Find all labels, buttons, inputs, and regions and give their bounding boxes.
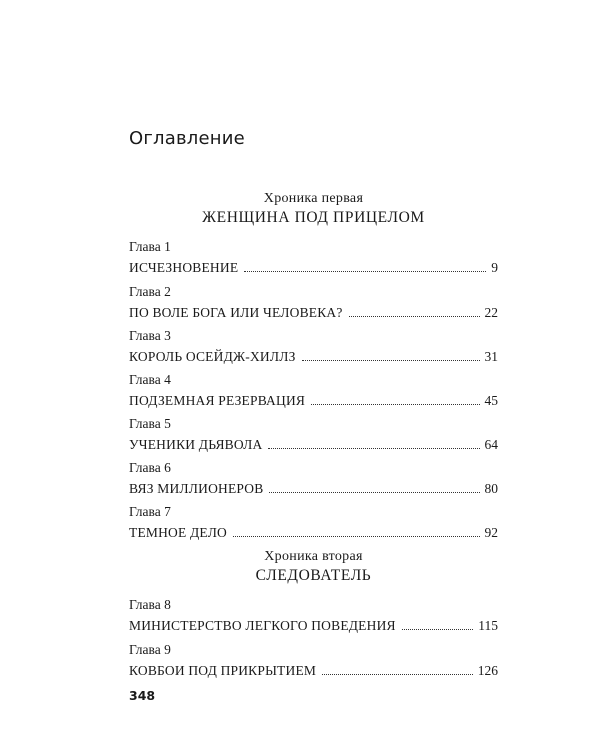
part-name: СЛЕДОВАТЕЛЬ: [255, 567, 372, 584]
chapter-page: 64: [484, 437, 498, 452]
part-label: Хроника вторая: [264, 549, 363, 564]
dot-leader: [311, 403, 479, 405]
toc-entry[interactable]: [129, 596, 498, 635]
dot-leader: [269, 491, 479, 493]
toc-entry[interactable]: [129, 283, 498, 322]
toc-entry[interactable]: [129, 503, 498, 542]
chapter-page: 92: [484, 525, 498, 540]
chapter-number: Глава 3: [129, 328, 171, 343]
part-label: Хроника первая: [263, 191, 364, 206]
dot-leader: [233, 535, 480, 537]
dot-leader: [349, 315, 480, 317]
chapter-number: Глава 1: [129, 239, 171, 254]
chapter-title: КОВБОИ ПОД ПРИКРЫТИЕМ: [129, 663, 317, 678]
toc-entry[interactable]: [129, 327, 498, 366]
chapter-number: Глава 7: [129, 504, 171, 519]
chapter-number: Глава 4: [129, 372, 171, 387]
dot-leader: [402, 628, 474, 630]
chapter-title: ИСЧЕЗНОВЕНИЕ: [129, 260, 239, 275]
chapter-page: 22: [484, 305, 498, 320]
chapter-line: [129, 348, 498, 366]
chapter-page: 115: [478, 618, 498, 633]
toc-entry[interactable]: [129, 238, 498, 277]
toc-entry[interactable]: [129, 459, 498, 498]
chapter-number: Глава 8: [129, 597, 171, 612]
chapter-line: [129, 304, 498, 322]
chapter-line: [129, 480, 498, 498]
dot-leader: [244, 270, 486, 272]
chapter-title: ВЯЗ МИЛЛИОНЕРОВ: [129, 481, 264, 496]
dot-leader: [302, 359, 480, 361]
dot-leader: [322, 673, 473, 675]
chapter-title: УЧЕНИКИ ДЬЯВОЛА: [129, 437, 263, 452]
chapter-number: Глава 2: [129, 284, 171, 299]
chapter-page: 9: [491, 260, 498, 275]
page-number: 348: [129, 688, 156, 703]
chapter-line: [129, 617, 498, 635]
chapter-line: [129, 259, 498, 277]
page-title: Оглавление: [129, 128, 245, 149]
chapter-line: [129, 524, 498, 542]
toc-entry[interactable]: [129, 415, 498, 454]
chapter-title: ПОДЗЕМНАЯ РЕЗЕРВАЦИЯ: [129, 393, 306, 408]
dot-leader: [268, 447, 479, 449]
chapter-title: ТЕМНОЕ ДЕЛО: [129, 525, 227, 540]
chapter-title: КОРОЛЬ ОСЕЙДЖ-ХИЛЛЗ: [129, 349, 296, 364]
chapter-line: [129, 662, 498, 680]
chapter-line: [129, 392, 498, 410]
toc-entry[interactable]: [129, 641, 498, 680]
chapter-page: 31: [484, 349, 498, 364]
toc-entry[interactable]: [129, 371, 498, 410]
chapter-number: Глава 9: [129, 642, 171, 657]
chapter-page: 126: [477, 663, 498, 678]
chapter-number: Глава 6: [129, 460, 171, 475]
chapter-line: [129, 436, 498, 454]
chapter-page: 80: [484, 481, 498, 496]
chapter-number: Глава 5: [129, 416, 171, 431]
chapter-title: ПО ВОЛЕ БОГА ИЛИ ЧЕЛОВЕКА?: [129, 305, 343, 320]
part-name: ЖЕНЩИНА ПОД ПРИЦЕЛОМ: [202, 209, 425, 226]
chapter-title: МИНИСТЕРСТВО ЛЕГКОГО ПОВЕДЕНИЯ: [129, 618, 396, 633]
chapter-page: 45: [484, 393, 498, 408]
